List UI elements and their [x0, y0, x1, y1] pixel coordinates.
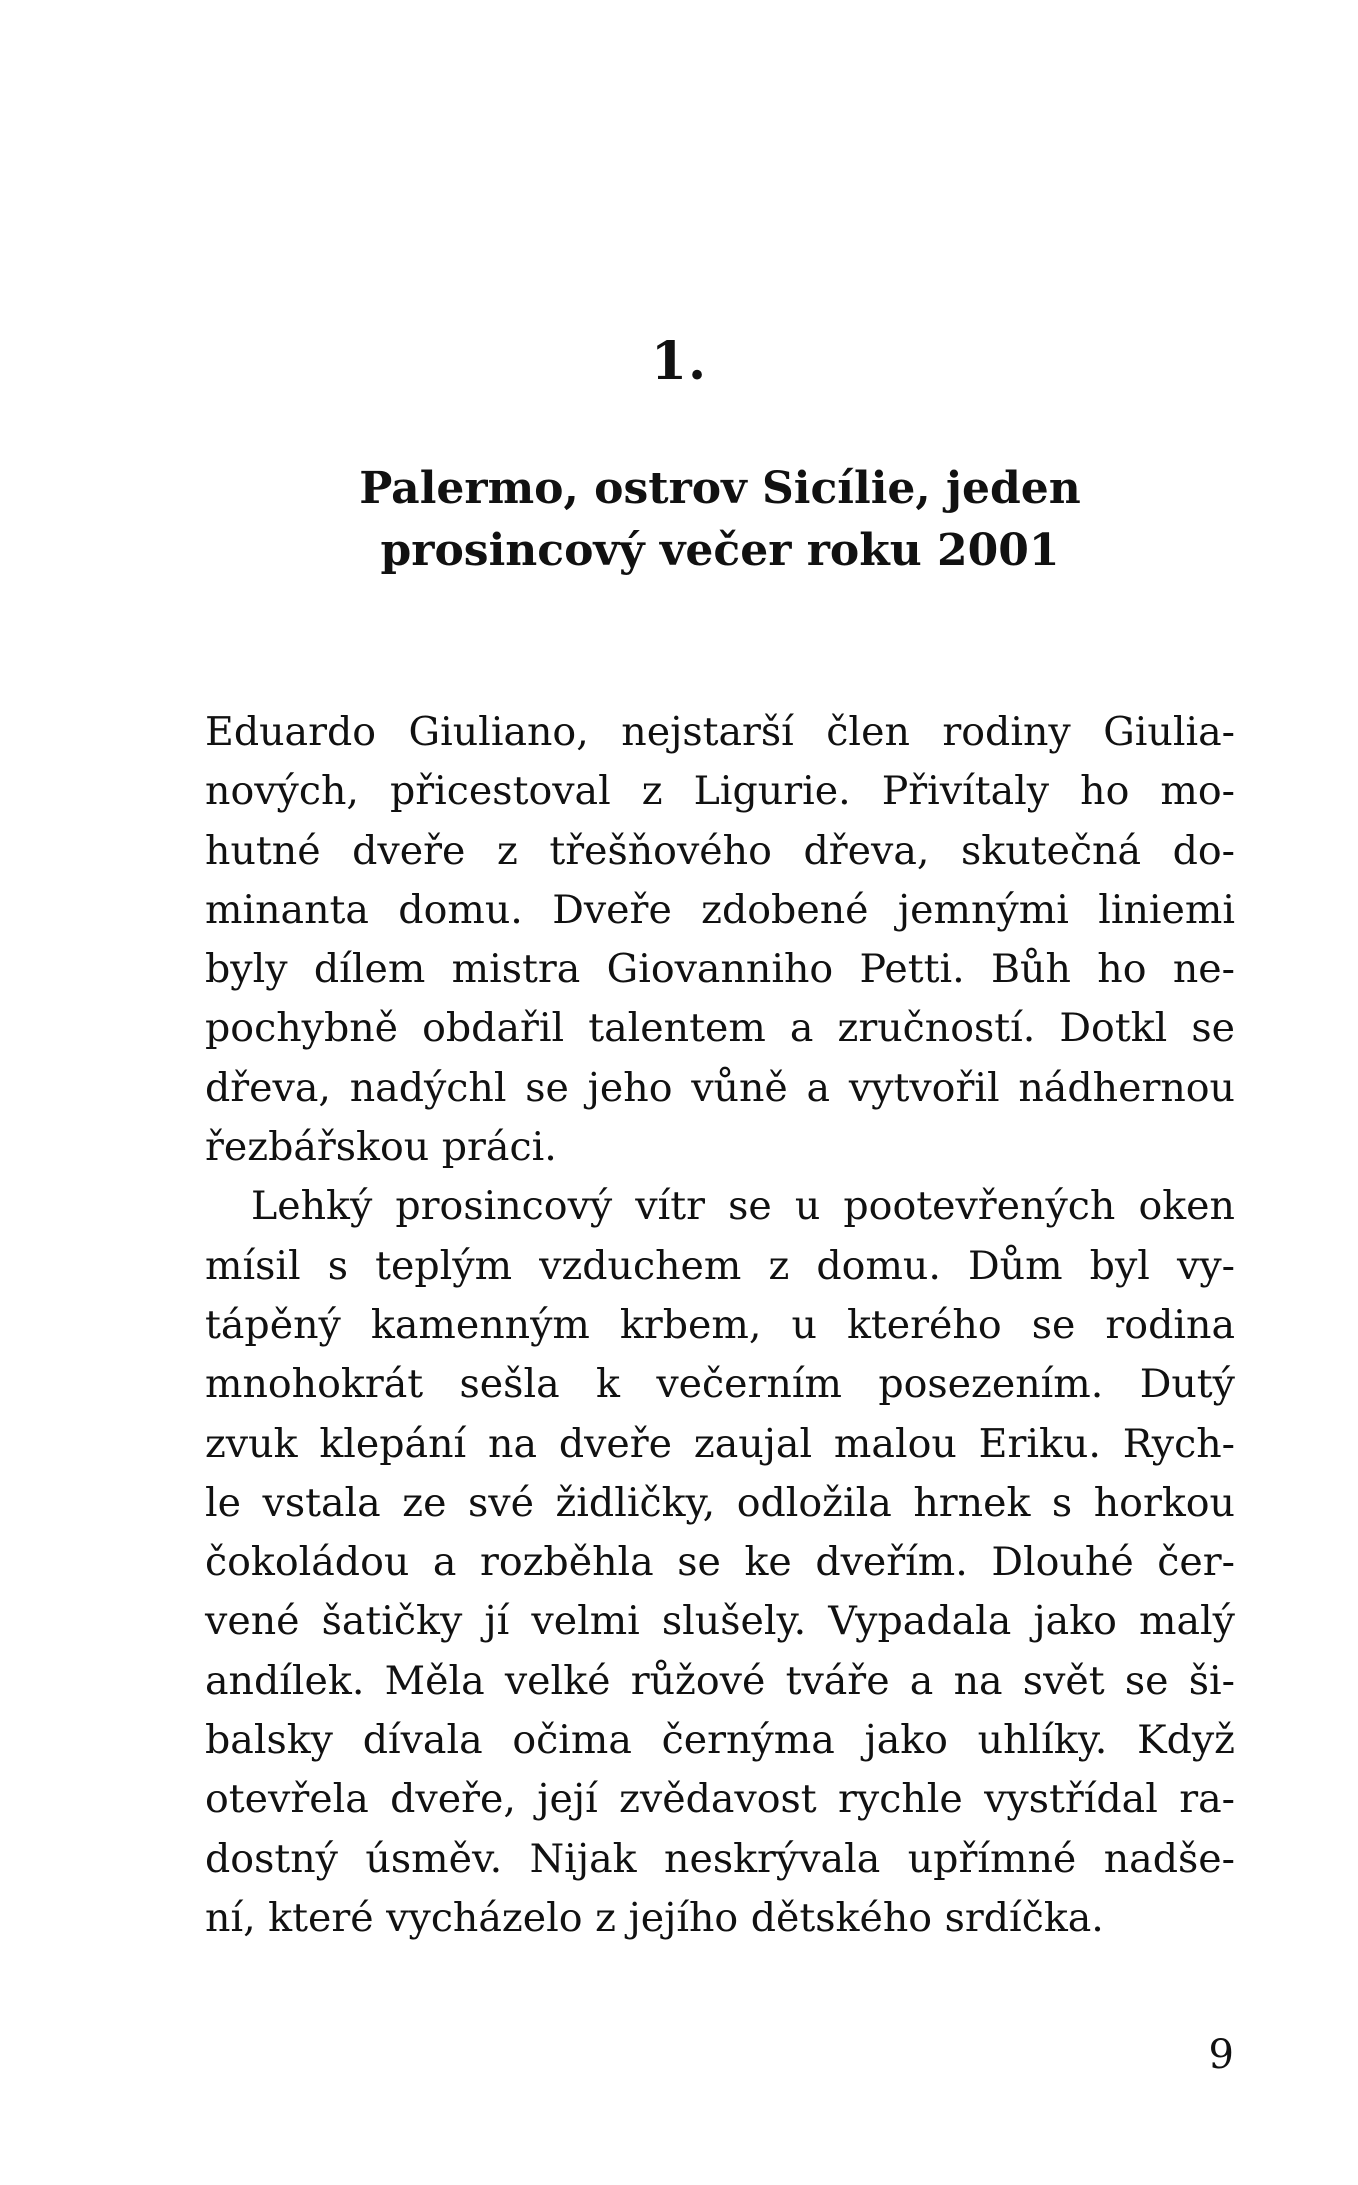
chapter-title-line: prosincový večer roku 2001 [380, 525, 1060, 576]
chapter-title [205, 458, 1235, 582]
text-line: vené šatičky jí velmi slušely. Vypadala jako malý [205, 1598, 1235, 1645]
text-line: minanta domu. Dveře zdobené jemnými liniemi [205, 886, 1235, 933]
text-line: nových, přicestoval z Ligurie. Přivítaly ho mo- [205, 768, 1235, 815]
text-line: tápěný kamenným krbem, u kterého se rodina [205, 1301, 1235, 1348]
text-line: Lehký prosincový vítr se u pootevřených oken [251, 1183, 1235, 1230]
text-line: ní, které vycházelo z jejího dětského srdíčka. [205, 1894, 1104, 1941]
paragraph [205, 703, 1235, 1177]
paragraph [205, 1177, 1235, 1948]
chapter-body [205, 703, 1235, 1948]
text-line: otevřela dveře, její zvědavost rychle vystřídal ra- [205, 1776, 1235, 1823]
text-line: pochybně obdařil talentem a zručností. Dotkl se [205, 1005, 1235, 1052]
text-line: dřeva, nadýchl se jeho vůně a vytvořil nádhernou [205, 1064, 1235, 1111]
page-number: 9 [1208, 2032, 1234, 2078]
text-line: zvuk klepání na dveře zaujal malou Eriku. Rych- [205, 1420, 1235, 1467]
text-line: le vstala ze své židličky, odložila hrnek s horkou [205, 1479, 1235, 1526]
text-line: Eduardo Giuliano, nejstarší člen rodiny Giulia- [205, 709, 1235, 755]
text-line: čokoládou a rozběhla se ke dveřím. Dlouhé čer- [205, 1539, 1235, 1586]
text-line: byly dílem mistra Giovanniho Petti. Bůh ho ne- [205, 946, 1235, 993]
text-line: mísil s teplým vzduchem z domu. Dům byl vy- [205, 1242, 1235, 1289]
text-line: andílek. Měla velké růžové tváře a na svět se ši- [205, 1657, 1235, 1704]
text-line: dostný úsměv. Nijak neskrývala upřímné nadše- [205, 1835, 1235, 1882]
text-line: balsky dívala očima černýma jako uhlíky. Když [205, 1717, 1235, 1764]
chapter-title-line: Palermo, ostrov Sicílie, jeden [359, 463, 1081, 514]
text-line: řezbářskou práci. [205, 1124, 557, 1171]
chapter-number: 1. [650, 331, 708, 392]
text-line: hutné dveře z třešňového dřeva, skutečná do- [205, 827, 1235, 874]
text-line: mnohokrát sešla k večerním posezením. Dutý [205, 1361, 1235, 1408]
